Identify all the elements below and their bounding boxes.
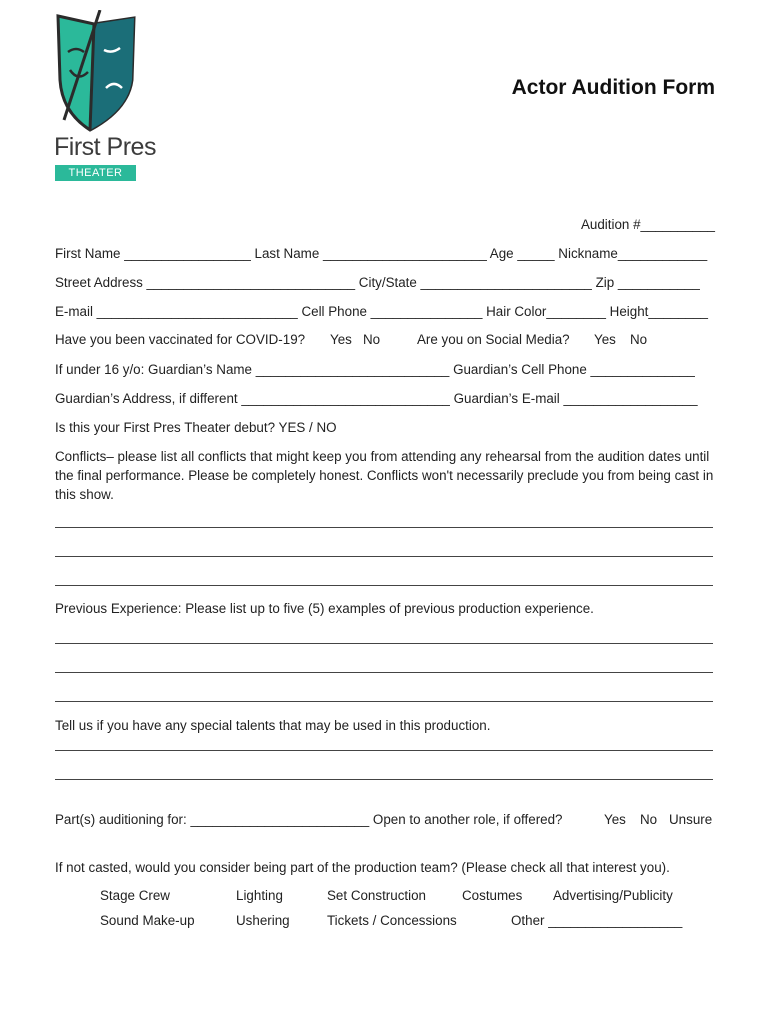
logo-wordmark: First Pres [54, 133, 156, 161]
guardian-address-row[interactable]: Guardian’s Address, if different ____________________________ Guardian’s E-mail __________________ [55, 391, 698, 406]
option-sound-makeup[interactable]: Sound Make-up [100, 913, 195, 928]
open-role-no-option[interactable]: No [640, 812, 658, 827]
experience-line-3[interactable] [55, 701, 713, 702]
option-advertising-publicity[interactable]: Advertising/Publicity [553, 888, 673, 903]
conflicts-instructions: Conflicts– please list all conflicts that might keep you from attending any rehearsal from the audition dates until the final performance. Please be completely honest. Conflicts won't necessarily preclude you from being cast in this show. [55, 449, 714, 502]
option-ushering[interactable]: Ushering [236, 913, 290, 928]
experience-line-1[interactable] [55, 643, 713, 644]
open-role-unsure-option[interactable]: Unsure [669, 812, 713, 827]
talents-line-1[interactable] [55, 750, 713, 751]
covid-yes-option[interactable]: Yes [330, 332, 352, 347]
option-lighting[interactable]: Lighting [236, 888, 283, 903]
production-team-question: If not casted, would you consider being part of the production team? (Please check all that interest you). [55, 860, 670, 875]
parts-auditioning-field[interactable]: Part(s) auditioning for: ________________________ Open to another role, if offered? [55, 812, 563, 827]
option-tickets-concessions[interactable]: Tickets / Concessions [327, 913, 457, 928]
covid-no-option[interactable]: No [363, 332, 381, 347]
address-row[interactable]: Street Address ____________________________ City/State _______________________ Zip ___________ [55, 275, 700, 290]
page-title: Actor Audition Form [511, 76, 715, 99]
covid-question: Have you been vaccinated for COVID-19? [55, 332, 306, 347]
social-no-option[interactable]: No [630, 332, 648, 347]
social-media-question: Are you on Social Media? [417, 332, 570, 347]
logo-subtitle: THEATER [55, 165, 136, 181]
debut-question[interactable]: Is this your First Pres Theater debut? YES / NO [55, 420, 337, 435]
name-age-row[interactable]: First Name _________________ Last Name ______________________ Age _____ Nickname____________ [55, 246, 708, 261]
option-costumes[interactable]: Costumes [462, 888, 523, 903]
option-set-construction[interactable]: Set Construction [327, 888, 426, 903]
social-yes-option[interactable]: Yes [594, 332, 616, 347]
option-stage-crew[interactable]: Stage Crew [100, 888, 170, 903]
theater-masks-icon [50, 10, 140, 135]
guardian-row[interactable]: If under 16 y/o: Guardian’s Name __________________________ Guardian’s Cell Phone ______________ [55, 362, 695, 377]
talents-line-2[interactable] [55, 779, 713, 780]
conflicts-line-3[interactable] [55, 585, 713, 586]
audition-number-field[interactable]: Audition #__________ [580, 217, 715, 232]
open-role-yes-option[interactable]: Yes [604, 812, 626, 827]
experience-line-2[interactable] [55, 672, 713, 673]
option-other[interactable]: Other __________________ [511, 913, 683, 928]
conflicts-line-1[interactable] [55, 527, 713, 528]
contact-row[interactable]: E-mail ___________________________ Cell Phone _______________ Hair Color________ Height________ [55, 304, 708, 319]
experience-instructions: Previous Experience: Please list up to five (5) examples of previous production experience. [55, 601, 594, 616]
conflicts-line-2[interactable] [55, 556, 713, 557]
talents-instructions: Tell us if you have any special talents that may be used in this production. [55, 718, 491, 733]
